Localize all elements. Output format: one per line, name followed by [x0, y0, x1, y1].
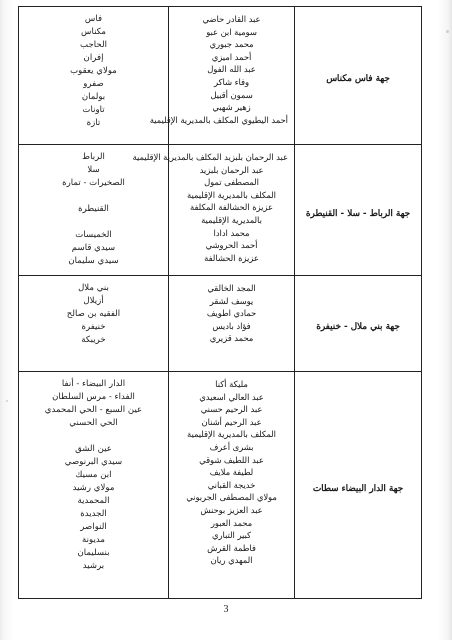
staff-name: كبير التباري: [211, 530, 252, 541]
region-cell: [295, 145, 422, 276]
places-cell: [19, 7, 169, 145]
province-name: عين السبع - الحي المحمدي: [44, 405, 143, 415]
table-row: [19, 276, 422, 372]
staff-name: محمد قزيري: [209, 333, 254, 344]
group-gap: [25, 216, 162, 229]
names-cell: [169, 372, 295, 599]
staff-name: محمد العبور: [210, 517, 253, 528]
staff-name: أحمد اميزي: [211, 51, 252, 62]
province-name: سيدي البرنوصي: [64, 457, 123, 467]
places-cell: [19, 276, 169, 372]
staff-name: عبد الله الفول: [207, 64, 256, 75]
province-name: مكناس: [80, 27, 107, 37]
staff-name: عبد اللطيف شوقي: [199, 454, 264, 465]
province-name: مولاي رشيد: [72, 483, 115, 493]
province-name: مديونة: [82, 535, 105, 545]
region-label: جهة الدار البيضاء سطات: [312, 483, 404, 494]
province-name: الرباط: [82, 152, 105, 162]
province-name: خنيفرة: [81, 322, 106, 332]
staff-name: مولاي المصطفى الجربوني: [186, 492, 277, 503]
table-row: [19, 145, 422, 276]
staff-name: بشرى أعرف: [209, 441, 254, 452]
province-name: سلا: [87, 165, 100, 175]
staff-name: عبد الرحيم أشنان: [201, 416, 262, 427]
staff-name: عبد العالي اسعيدي: [199, 391, 264, 402]
province-name: صفرو: [83, 79, 104, 89]
staff-name: المهدي ريان: [210, 555, 253, 566]
places-cell: [19, 145, 169, 276]
names-cell: [169, 276, 295, 372]
staff-name: عزيزة الحشالفة المكلفة: [190, 202, 273, 213]
province-name: الجديدة: [80, 509, 107, 519]
staff-name: بالمديرية الإقليمية: [201, 214, 262, 225]
staff-name: المكلف بالمديرية الإقليمية: [187, 429, 276, 440]
province-name: القنيطرة: [78, 204, 109, 214]
province-name: سيدي قاسم: [71, 243, 116, 253]
staff-name: يوسف لشقر: [209, 295, 254, 306]
table-body: [19, 7, 422, 599]
staff-name: زهير شهبي: [212, 102, 251, 113]
region-label: جهة فاس مكناس: [326, 74, 390, 84]
region-cell: [295, 372, 422, 599]
staff-name: المصطفى تمول: [204, 177, 259, 188]
page-number: 3: [223, 604, 229, 615]
region-cell: [295, 7, 422, 145]
province-name: المحمدية: [77, 496, 110, 506]
scan-speck: [446, 30, 449, 33]
assignments-table: [18, 6, 422, 599]
staff-name: أحمد اليطيوي المكلف بالمديرية الإقليمية: [149, 114, 288, 125]
province-name: فاس: [84, 14, 103, 24]
staff-name: محمد جبوري: [209, 39, 254, 50]
staff-name: أحمد الحروشي: [205, 240, 258, 251]
staff-name: عبد العزيز بوحنش: [200, 504, 263, 515]
staff-name: فاطمة القرش: [207, 542, 256, 553]
province-name: سيدي سليمان: [68, 256, 119, 266]
staff-name: لطيفة ملايف: [209, 467, 254, 478]
province-name: الحي الحسني: [69, 418, 118, 428]
province-name: الحاجب: [80, 40, 107, 50]
province-name: ابن مسيك: [75, 470, 112, 480]
staff-name: عبد الرحيم حسني: [200, 404, 263, 415]
province-name: الصخيرات - تمارة: [62, 178, 125, 188]
table-row: [19, 7, 422, 145]
staff-name: مليكة أكنا: [215, 379, 248, 389]
scan-speck: [6, 400, 8, 402]
province-name: الخميسات: [75, 230, 112, 240]
province-name: بولمان: [81, 92, 106, 102]
staff-name: المكلف بالمديرية الإقليمية: [187, 189, 276, 200]
province-name: بنسليمان: [77, 548, 110, 558]
province-name: برشيد: [82, 561, 105, 571]
province-name: بني ملال: [78, 283, 109, 293]
names-cell: [132, 145, 295, 276]
staff-name: عزيزة الحشالفة: [204, 252, 259, 263]
group-gap: [25, 190, 162, 203]
province-name: الدار البيضاء - أنفا: [61, 379, 126, 389]
province-name: إفران: [83, 53, 104, 63]
staff-name: سومية ابن عبو: [206, 26, 257, 37]
region-cell: [295, 276, 422, 372]
region-label: جهة بني ملال - خنيفرة: [316, 322, 400, 332]
staff-name: سمون أقبيل: [210, 89, 253, 100]
staff-name: عبد القادر حاضي: [202, 14, 261, 24]
staff-name: حمادي اطويف: [206, 308, 257, 319]
province-name: أزيلال: [83, 296, 104, 306]
staff-name: فؤاد باديس: [212, 320, 251, 331]
province-name: الفقيه بن صالح: [66, 309, 121, 319]
province-name: خريبكة: [81, 335, 106, 345]
table-row: [19, 372, 422, 599]
province-name: تازة: [86, 118, 101, 128]
staff-name: وفاء شاكر: [213, 76, 250, 87]
group-gap: [25, 430, 162, 443]
staff-name: المجد الخالقي: [207, 283, 256, 293]
province-name: عين الشق: [75, 444, 112, 454]
staff-name: خديجة القباني: [207, 479, 256, 490]
staff-name: عبد الرحمان بلبزيد: [199, 164, 264, 175]
staff-name: محمد ادادا: [213, 227, 250, 238]
province-name: مولاي يعقوب: [70, 66, 117, 76]
names-cell: [149, 7, 295, 145]
staff-name: عبد الرحمان بلبزيد المكلف بالمديرية الإقليمية: [132, 152, 288, 162]
province-name: الفداء - مرس السلطان: [52, 392, 135, 402]
region-label: جهة الرباط - سلا - القنيطرة: [305, 208, 411, 219]
province-name: النواصر: [80, 522, 107, 532]
province-name: تاونات: [82, 105, 105, 115]
places-cell: [19, 372, 169, 599]
